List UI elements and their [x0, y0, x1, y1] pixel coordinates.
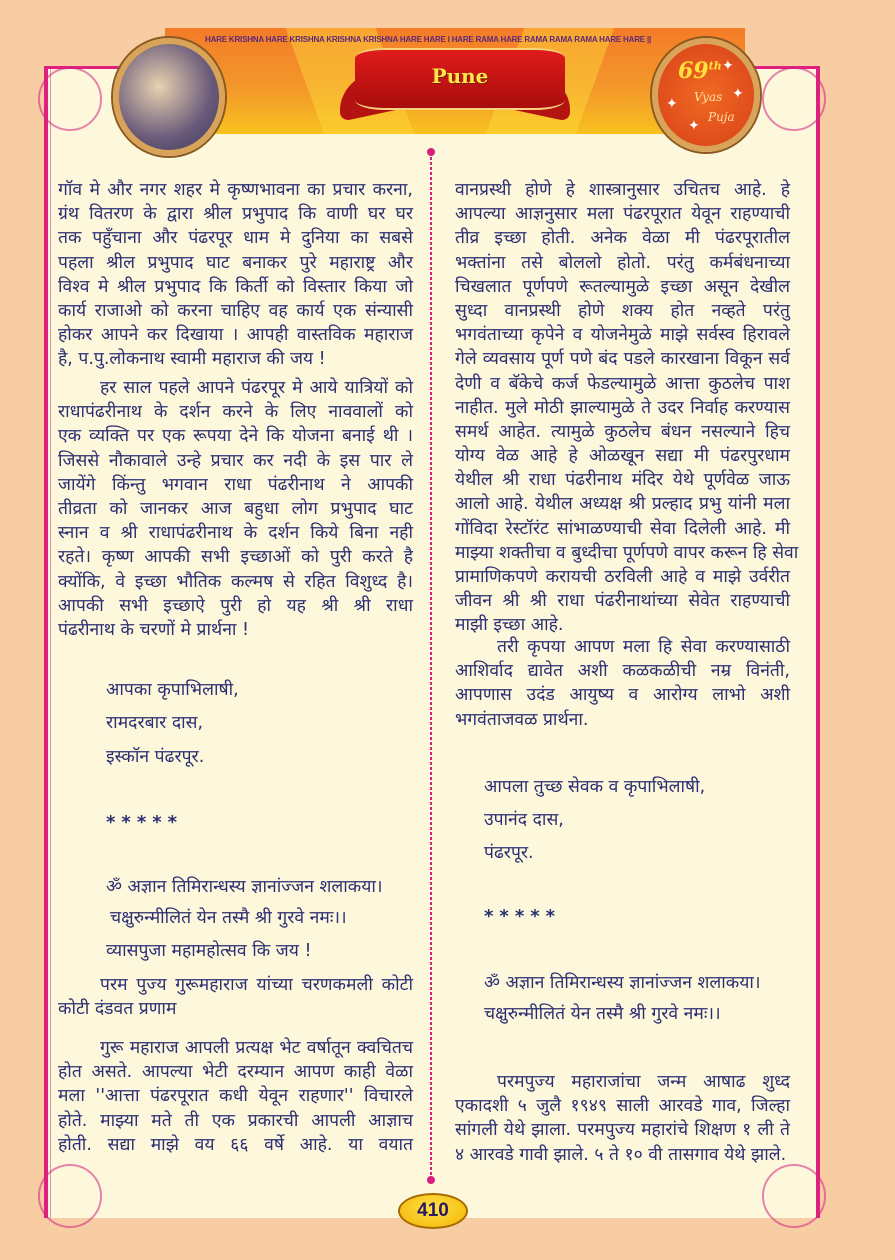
- text-line: माझी इच्छा आहे.: [455, 615, 564, 636]
- corner-ornament: [762, 1164, 826, 1228]
- text-line: विश्व मे श्रील प्रभुपाद कि किर्ती को विस्तार किया जो: [58, 276, 413, 297]
- text-line: गोंविदा रेस्टॉरंट सांभाळण्याची सेवा दिलेली आहे. मी: [455, 518, 790, 539]
- text-line: तीव्र इच्छा होती. अनेक वेळा मी पंढरपूरातील: [455, 228, 790, 249]
- text-line: माझ्या शक्तीचा व बुध्दीचा पूर्णपणे वापर करून हि सेवा: [455, 542, 799, 563]
- text-line: तक पहुँचाना और पंढरपूर धाम मे दुनिया का सबसे: [58, 228, 413, 249]
- badge-line1: Vyas: [694, 90, 723, 104]
- page-title: Pune: [431, 64, 489, 88]
- text-line: गॉव मे और नगर शहर मे कृष्णभावना का प्रचार करना,: [58, 180, 413, 200]
- text-line: राधापंढरीनाथ के दर्शन करने के लिए नाववालों को: [58, 402, 413, 423]
- text-line: क्योंकि, वे इच्छा भौतिक कल्मष से रहित विशुध्द है।: [58, 571, 413, 592]
- signature-line: आपला तुच्छ सेवक व कृपाभिलाषी,: [484, 777, 706, 797]
- corner-ornament: [762, 67, 826, 131]
- text-line: भगवंताजवळ प्रार्थना.: [455, 709, 589, 730]
- text-line: कोटी दंडवत प्रणाम: [58, 999, 177, 1020]
- badge-suffix: th: [708, 59, 722, 73]
- text-line: योग्य वेळ आहे हे ओळखून सद्या मी पंढरपुरधाम: [455, 446, 790, 467]
- text-line: पहला श्रील प्रभुपाद घाट बनाकर पुरे महाराष्ट्र और: [58, 252, 413, 273]
- text-line: एक व्यक्ति पर एक रूपया देने कि योजना बनाई थी ।: [58, 426, 413, 447]
- text-line: तीव्रता को जानकर आज बहुधा लोग प्रभुपाद घाट: [58, 498, 413, 519]
- text-line: जिससे नौकावाले उन्हे प्रचार कर नदी के इस पार ले: [58, 450, 413, 471]
- text-line: तरी कृपया आपण मला हि सेवा करण्यासाठी: [497, 637, 790, 657]
- text-line: आलो आहे. येथील अध्यक्ष श्री प्रल्हाद प्रभु यांनी मला: [455, 494, 790, 515]
- text-line: मला ''आत्ता पंढरपूरात कधी येवून राहणार'' विचारले: [58, 1086, 413, 1107]
- corner-ornament: [38, 1164, 102, 1228]
- paragraph: [58, 1036, 413, 1157]
- signature-line: आपका कृपाभिलाषी,: [106, 680, 239, 700]
- text-line: गुरू महाराज आपली प्रत्यक्ष भेट वर्षातून क्वचितच: [100, 1038, 413, 1058]
- text-line: होती. सद्या माझे वय ६६ वर्षे आहे. या वयात: [58, 1134, 413, 1155]
- paragraph: [58, 973, 413, 1021]
- shloka-line: ॐ अज्ञान तिमिरान्धस्य ज्ञानांज्जन शलाकया।: [106, 877, 383, 897]
- text-line: समर्थ आहेत. त्यामुळे कुठलेच बंधन नसल्याने हिच: [455, 421, 790, 442]
- star-icon: ✦: [722, 58, 734, 74]
- text-line: आशिर्वाद द्यावेत अशी कळकळीची नम्र विनंती,: [455, 661, 790, 682]
- separator-stars: *****: [106, 812, 184, 833]
- shloka-line: चक्षुरुन्मीलितं येन तस्मै श्री गुरवे नमः।।: [110, 908, 347, 928]
- signature-line: रामदरबार दास,: [106, 713, 204, 733]
- deity-photo-medallion: [113, 38, 225, 156]
- paragraph: [58, 178, 413, 372]
- text-line: सुध्दा वानप्रस्थी होणे शक्य होत नव्हते परंतु: [455, 300, 790, 321]
- text-line: रहते। कृष्ण आपकी सभी इच्छाओं को पुरी करते है: [58, 547, 413, 568]
- text-line: जायेंगे किंन्तु भगवान राधा पंढरीनाथ ने आपकी: [58, 474, 413, 495]
- separator-stars: *****: [484, 906, 562, 927]
- star-icon: ✦: [688, 118, 700, 134]
- paragraph: [455, 178, 799, 638]
- text-line: होकर आपने कर दिखाया । आपही वास्तविक महाराज: [58, 325, 413, 346]
- paragraph: [455, 635, 790, 732]
- text-line: वानप्रस्थी होणे हे शास्त्रानुसार उचितच आहे. हे: [455, 180, 790, 200]
- column-divider: [430, 152, 432, 1180]
- badge-line2: Puja: [708, 110, 735, 124]
- text-line: आपकी सभी इच्छाऐ पुरी हो यह श्री श्री राधा: [58, 595, 413, 616]
- title-ribbon: [355, 48, 565, 110]
- shloka-line: व्यासपुजा महामहोत्सव कि जय !: [106, 941, 312, 961]
- text-line: होत असते. आपल्या भेटी दरम्यान आपण काही वेळा: [58, 1062, 413, 1083]
- star-icon: ✦: [666, 96, 678, 112]
- paragraph: [455, 1070, 790, 1167]
- shloka-line: चक्षुरुन्मीलितं येन तस्मै श्री गुरवे नमः।।: [484, 1004, 721, 1024]
- text-line: प्रामाणिकपणे करायची ठरविली आहे व माझे उर्वरीत: [455, 567, 790, 587]
- text-line: हर साल पहले आपने पंढरपूर मे आये यात्रियों को: [100, 378, 413, 398]
- vyas-puja-badge: [652, 38, 760, 152]
- text-line: एकादशी ५ जुलै १९४९ साली आरवडे गाव, जिल्हा: [455, 1096, 790, 1117]
- text-line: येथील श्री राधा पंढरीनाथ मंदिर येथे पूर्णवेळ जाऊ: [455, 470, 790, 491]
- text-line: ४ आरवडे गावी झाले. ५ ते १० वी तासगाव येथे झाले.: [455, 1144, 787, 1165]
- text-line: भगवंताच्या कृपेने व योजनेमुळे माझे सर्वस्व हिरावले: [455, 325, 790, 346]
- star-icon: ✦: [732, 86, 744, 102]
- text-line: है, प.पु.लोकनाथ स्वामी महाराज की जय !: [58, 349, 326, 370]
- mantra-text: HARE KRISHNA HARE KRISHNA KRISHNA KRISHNA HARE HARE I HARE RAMA HARE RAMA RAMA RAMA HARE HARE ||: [205, 35, 652, 44]
- corner-ornament: [38, 67, 102, 131]
- text-line: परम पुज्य गुरूमहाराज यांच्या चरणकमली कोटी: [100, 975, 413, 995]
- text-line: परमपुज्य महाराजांचा जन्म आषाढ शुध्द: [497, 1072, 790, 1092]
- paragraph: [58, 376, 413, 642]
- text-line: चिखलात पूर्णपणे रूतल्यामुळे इच्छा असून देखील: [455, 276, 790, 297]
- signature-line: उपानंद दास,: [484, 810, 564, 830]
- text-line: जीवन श्री श्री राधा पंढरीनाथांच्या सेवेत राहण्याची: [455, 591, 790, 612]
- text-line: होते. माझ्या मते ती एक प्रकारची आपली आज्ञाच: [58, 1110, 413, 1131]
- shloka-line: ॐ अज्ञान तिमिरान्धस्य ज्ञानांज्जन शलाकया।: [484, 973, 761, 993]
- text-line: स्नान व श्री राधापंढरीनाथ के दर्शन किये बिना नही: [58, 523, 413, 544]
- text-line: ग्रंथ वितरण के द्वारा श्रील प्रभुपाद कि वाणी घर घर: [58, 204, 413, 225]
- text-line: नाहीत. मुले मोठी झाल्यामुळे ते उदर निर्वाह करण्यास: [455, 397, 790, 418]
- text-line: आपल्या आज्ञनुसार मला पंढरपूरात येवून राहण्याची: [455, 204, 790, 225]
- text-line: गेले व्यवसाय पूर्ण पणे बंद पडले कारखाना विकून सर्व: [455, 349, 790, 370]
- text-line: सांगली येथे झाला. परमपुज्य महारांचे शिक्षण १ ली ते: [455, 1120, 790, 1141]
- signature-line: इस्कॉन पंढरपूर.: [106, 747, 205, 767]
- text-line: आपणास उदंड आयुष्य व आरोग्य लाभो अशी: [455, 685, 790, 706]
- page-number: 410: [398, 1193, 468, 1229]
- text-line: भक्तांना तसे बोललो होतो. परंतु कर्मबंधनाच्या: [455, 252, 790, 273]
- signature-line: पंढरपूर.: [484, 843, 534, 863]
- text-line: कार्य राजाओ को करना चाहिए वह कार्य एक संन्यासी: [58, 300, 413, 321]
- badge-number: 69: [678, 58, 709, 84]
- text-line: देणी व बॅकेचे कर्ज फेडल्यामुळे आत्ता कुठलेच पाश: [455, 373, 790, 394]
- text-line: पंढरीनाथ के चरणों मे प्रार्थना !: [58, 619, 250, 640]
